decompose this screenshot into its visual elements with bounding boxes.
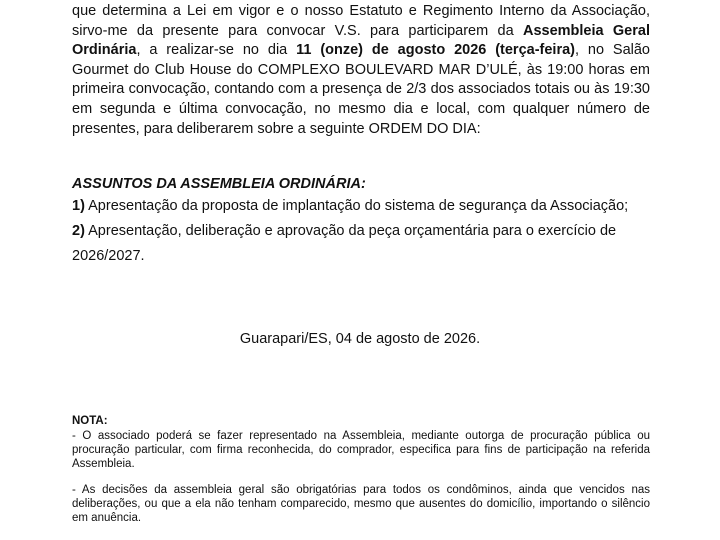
assembly-date: 11 (onze) de agosto 2026 (terça-feira)	[296, 42, 575, 59]
agenda-item-text: Apresentação, deliberação e aprovação da peça orçamentária para o exercício de 2026/2027.	[72, 223, 617, 264]
agenda-item-2	[72, 219, 652, 269]
note-paragraph-2: - As decisões da assembleia geral são obrigatórias para todos os condôminos, ainda que vencidos nas deliberações, ou que a ela não tenham comparecido, mesmo que ausentes do domicílio, importando o silêncio em anuência.	[72, 484, 650, 524]
note-title: NOTA:	[72, 415, 108, 427]
assembly-name: Assembleia Geral Ordinária	[72, 22, 650, 59]
place-and-date: Guarapari/ES, 04 de agosto de 2026.	[239, 331, 481, 347]
agenda-item-number: 1)	[72, 198, 85, 214]
agenda-title: ASSUNTOS DA ASSEMBLEIA ORDINÁRIA:	[72, 176, 366, 192]
note-paragraph-1: - O associado poderá se fazer representado na Assembleia, mediante outorga de procuração pública ou procuração particular, com firma reconhecida, do comprador, especifica para fins de participação na referida Assembleia.	[72, 430, 650, 470]
intro-text-3: , no Salão Gourmet do Club House do COMPLEXO BOULEVARD MAR D’ULÉ, às 19:00 horas em primeira convocação, contando com a presença de 2/3 dos associados totais ou às 19:30 em segunda e última convocação, no mesmo dia e local, com qualquer número de presentes, para deliberarem sobre a seguinte ORDEM DO DIA:	[72, 42, 650, 137]
intro-text-1: que determina a Lei em vigor e o nosso Estatuto e Regimento Interno da Associação, sirvo-me da presente para convocar V.S. para participarem da	[72, 3, 650, 39]
agenda-item-text: Apresentação da proposta de implantação do sistema de segurança da Associação;	[84, 198, 629, 214]
intro-text-2: , a realizar-se no dia	[136, 42, 297, 59]
agenda-item-1	[72, 194, 652, 219]
agenda-item-number: 2)	[72, 223, 85, 239]
convocation-paragraph	[72, 2, 650, 139]
